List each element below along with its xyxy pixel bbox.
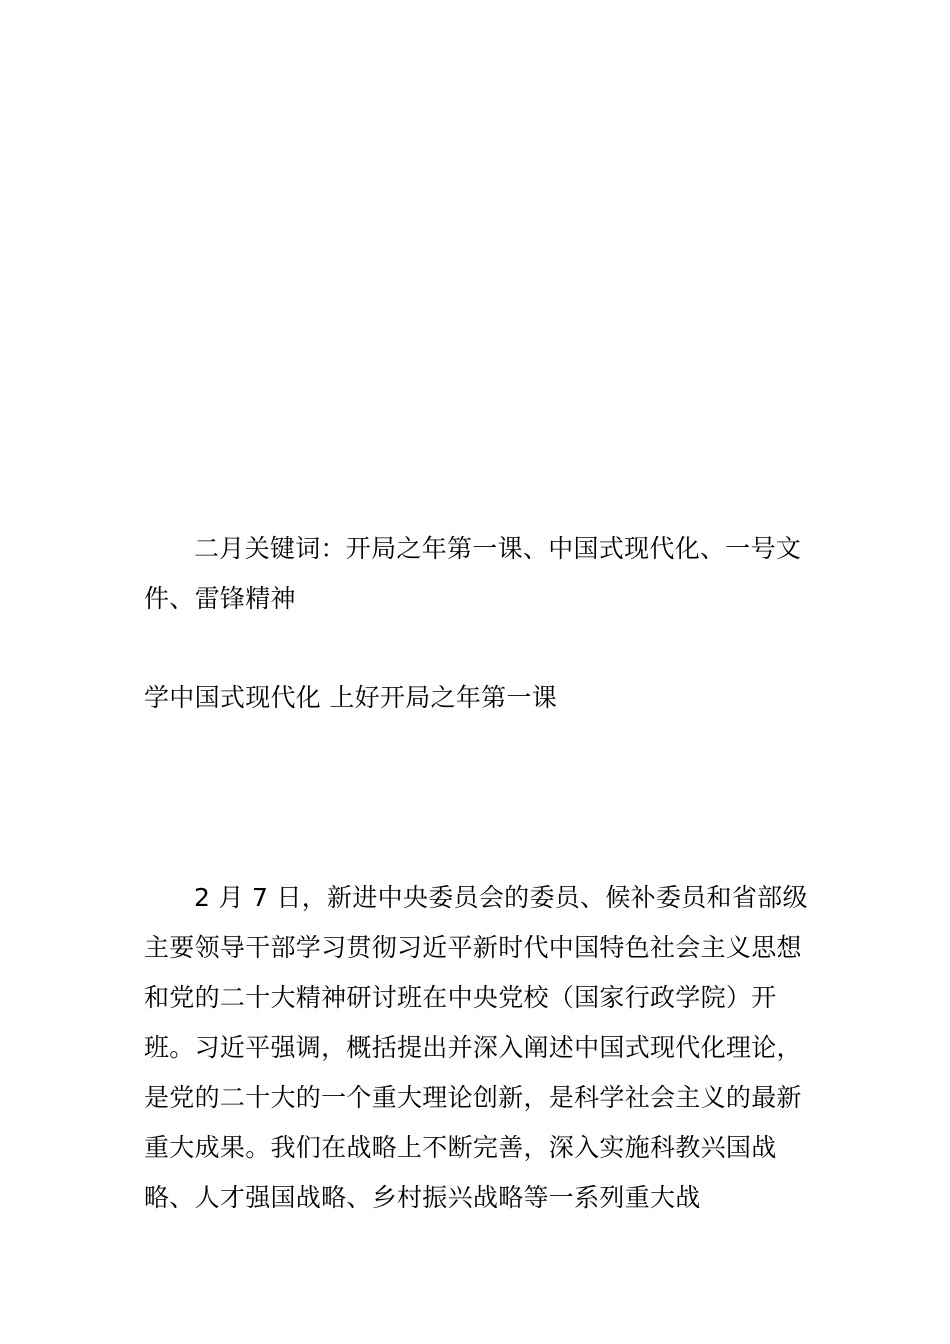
section-title: 学中国式现代化 上好开局之年第一课 (144, 683, 558, 712)
keywords-paragraph: 二月关键词：开局之年第一课、中国式现代化、一号文件、雷锋精神 (144, 534, 802, 613)
body-paragraph: 2 月 7 日，新进中央委员会的委员、候补委员和省部级主要领导干部学习贯彻习近平新时代中国特色社会主义思想和党的二十大精神研讨班在中央党校（国家行政学院）开班。习近平强调，概括提出并深入阐述中国式现代化理论，是党的二十大的一个重大理论创新，是科学社会主义的最新重大成果。我们在战略上不断完善，深入实施科教兴国战略、人才强国战略、乡村振兴战略等一系列重大战 (144, 883, 808, 1212)
